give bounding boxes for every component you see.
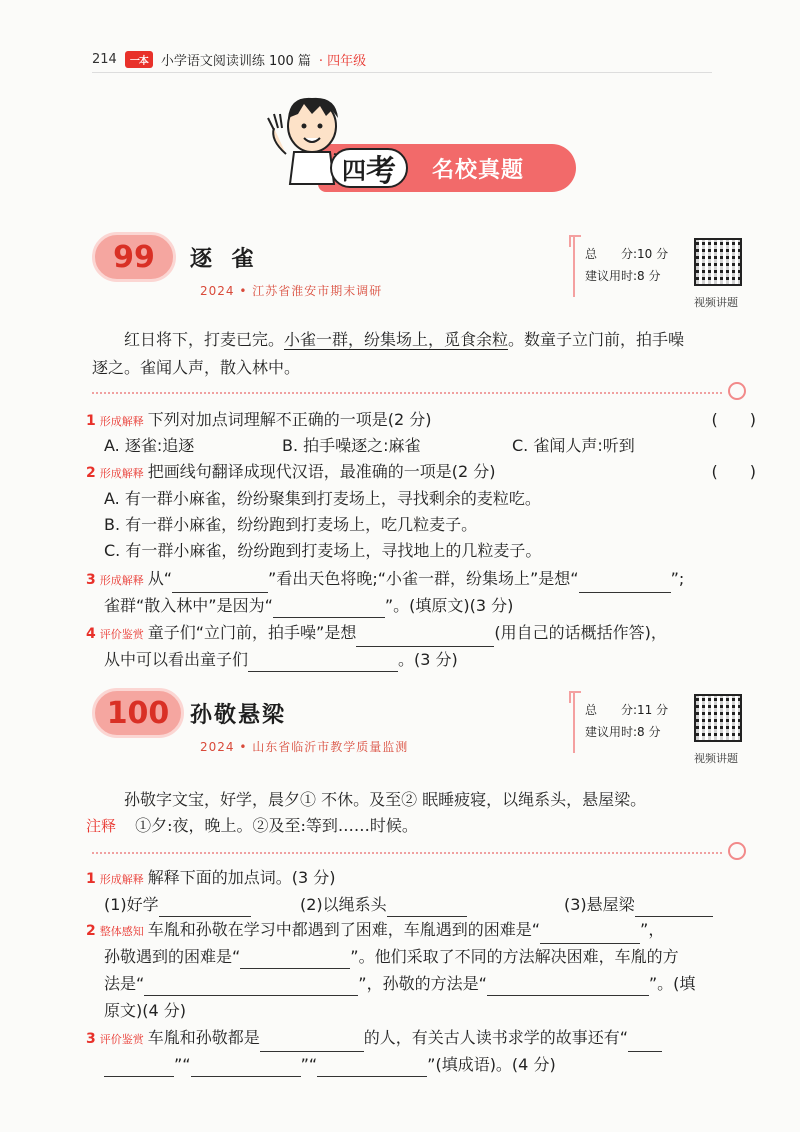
score-box (573, 237, 683, 297)
question-text: ”，孙敬的方法是“ (358, 974, 487, 993)
question-number: 2 (86, 465, 96, 481)
question-3-line2 (104, 1053, 764, 1077)
passage-source: 2024 • 江苏省淮安市期末调研 (200, 284, 383, 298)
q2-option-a: A. 有一群小麻雀，纷纷聚集到打麦场上，寻找剩余的麦粒吃。 (104, 489, 541, 508)
question-text: 从中可以看出童子们 (104, 650, 249, 669)
question-tag: 形成解释 (99, 574, 144, 587)
question-text: ”(填成语)。(4 分) (427, 1055, 556, 1074)
question-tag: 评价鉴赏 (99, 628, 144, 641)
item-label: (1)好学 (104, 895, 159, 914)
brand-logo: 一本 (125, 51, 153, 68)
question-text: (用自己的话概括作答)， (494, 623, 667, 642)
question-tag: 评价鉴赏 (99, 1033, 144, 1046)
question-text: 车胤和孙敬在学习中都遇到了困难，车胤遇到的困难是“ (147, 920, 541, 939)
answer-blank[interactable] (240, 951, 350, 969)
question-text: ”。(填 (648, 974, 696, 993)
answer-blank[interactable] (144, 978, 358, 996)
score-box (573, 693, 683, 753)
qr-code-icon[interactable] (694, 238, 742, 286)
qr-label: 视频讲题 (694, 752, 738, 765)
question-text: 解释下面的加点词。(3 分) (147, 868, 336, 887)
answer-blank[interactable] (159, 899, 251, 917)
answer-blank[interactable] (273, 600, 385, 618)
question-3 (86, 567, 756, 593)
question-1 (86, 866, 756, 892)
note-text: ①夕:夜，晚上。②及至:等到……时候。 (135, 816, 418, 835)
question-4 (86, 621, 766, 647)
question-text: 。(3 分) (398, 650, 458, 669)
page-number: 214 (92, 52, 117, 67)
question-text: 童子们“立门前，拍手噪”是想 (147, 623, 357, 642)
question-2 (86, 460, 756, 486)
question-2 (86, 918, 766, 944)
flower-icon (728, 382, 746, 400)
question-text: ”看出天色将晚;“小雀一群，纷集场上”是想“ (268, 569, 579, 588)
answer-blank[interactable] (356, 629, 494, 647)
answer-blank[interactable] (317, 1059, 427, 1077)
question-text: ”。(填原文)(3 分) (384, 596, 514, 615)
question-text: 把画线句翻译成现代汉语，最准确的一项是(2 分) (147, 462, 496, 481)
question-text: ”“ (300, 1055, 318, 1074)
banner-part1: 四 (342, 156, 366, 185)
question-text: 车胤和孙敬都是 (147, 1028, 260, 1047)
item-label: (2)以绳系头 (300, 895, 387, 914)
question-text: 雀群“散入林中”是因为“ (104, 596, 273, 615)
suggested-time: 建议用时:8 分 (585, 269, 661, 283)
qr-label: 视频讲题 (694, 296, 738, 309)
passage-number-badge: 100 (92, 688, 184, 738)
q1-option-c: C. 雀闻人声:听到 (512, 436, 635, 455)
question-number: 4 (86, 626, 96, 642)
question-number: 2 (86, 923, 96, 939)
suggested-time: 建议用时:8 分 (585, 725, 661, 739)
question-number: 1 (86, 871, 96, 887)
divider (92, 392, 722, 394)
passage-title: 逐 雀 (190, 247, 260, 272)
banner-badge (330, 148, 408, 188)
passage-text-part: 红日将下，打麦已完。 (124, 330, 285, 349)
passage-text-line2: 逐之。雀闻人声，散入林中。 (92, 358, 301, 377)
question-2-line3 (104, 972, 764, 996)
question-4-line2 (104, 648, 458, 672)
q1-item-2 (300, 893, 467, 917)
header-rule (92, 72, 712, 73)
passage-source: 2024 • 山东省临沂市教学质量监测 (200, 740, 409, 754)
question-2-line2 (104, 945, 764, 969)
note-label: 注释 (86, 817, 117, 835)
question-tag: 形成解释 (99, 873, 144, 886)
answer-paren[interactable]: ( ) (711, 462, 756, 481)
question-text: 下列对加点词理解不正确的一项是(2 分) (147, 410, 432, 429)
answer-blank[interactable] (635, 899, 713, 917)
question-text: 法是“ (104, 974, 145, 993)
question-3-line2 (104, 594, 513, 618)
answer-paren[interactable]: ( ) (711, 410, 756, 429)
answer-blank[interactable] (387, 899, 467, 917)
answer-blank[interactable] (487, 978, 649, 996)
question-text: 从“ (147, 569, 173, 588)
passage-text-part: 。数童子立门前，拍手噪 (508, 330, 685, 349)
answer-blank[interactable] (628, 1034, 662, 1052)
page-header (92, 50, 366, 69)
banner-subtitle: 名校真题 (432, 158, 525, 183)
question-text: 的人，有关古人读书求学的故事还有“ (363, 1028, 629, 1047)
question-text: ”“ (174, 1055, 191, 1074)
passage-text: 孙敬字文宝，好学，晨夕① 不休。及至② 眠睡疲寝，以绳系头，悬屋梁。 (124, 790, 647, 809)
book-title: 小学语文阅读训练 100 篇 (160, 54, 311, 69)
answer-blank[interactable] (540, 926, 640, 944)
question-number: 3 (86, 1031, 96, 1047)
banner-part2: 考 (366, 154, 396, 189)
question-number: 3 (86, 572, 96, 588)
question-text: 孙敬遇到的困难是“ (104, 947, 241, 966)
q1-item-1 (104, 893, 251, 917)
flower-icon (728, 842, 746, 860)
passage-title: 孙敬悬梁 (190, 703, 287, 728)
underlined-sentence: 小雀一群，纷集场上，觅食余粒 (284, 330, 509, 349)
question-tag: 形成解释 (99, 467, 144, 480)
grade-label: · 四年级 (318, 54, 367, 69)
answer-blank[interactable] (104, 1059, 174, 1077)
q1-item-3 (564, 893, 713, 917)
total-score: 总 分:11 分 (585, 703, 669, 717)
question-number: 1 (86, 413, 96, 429)
item-label: (3)悬屋梁 (564, 895, 635, 914)
q1-option-b: B. 拍手噪逐之:麻雀 (282, 436, 421, 455)
qr-code-icon[interactable] (694, 694, 742, 742)
question-text: ”; (670, 569, 685, 588)
answer-blank[interactable] (191, 1059, 301, 1077)
total-score: 总 分:10 分 (585, 247, 669, 261)
question-3 (86, 1026, 766, 1052)
passage-text (92, 326, 732, 354)
q1-option-a: A. 逐雀:追逐 (104, 436, 195, 455)
answer-blank[interactable] (260, 1034, 364, 1052)
answer-blank[interactable] (172, 575, 268, 593)
question-1 (86, 408, 756, 434)
answer-blank[interactable] (579, 575, 671, 593)
answer-blank[interactable] (248, 654, 398, 672)
passage-number-badge: 99 (92, 232, 176, 282)
q2-option-c: C. 有一群小麻雀，纷纷跑到打麦场上，寻找地上的几粒麦子。 (104, 541, 542, 560)
divider (92, 852, 722, 854)
question-2-line4: 原文)(4 分) (104, 1001, 186, 1020)
question-tag: 形成解释 (99, 415, 144, 428)
annotation (86, 812, 726, 840)
question-tag: 整体感知 (99, 925, 144, 938)
question-text: ”， (640, 920, 665, 939)
q2-option-b: B. 有一群小麻雀，纷纷跑到打麦场上，吃几粒麦子。 (104, 515, 478, 534)
question-text: ”。他们采取了不同的方法解决困难，车胤的方 (350, 947, 679, 966)
